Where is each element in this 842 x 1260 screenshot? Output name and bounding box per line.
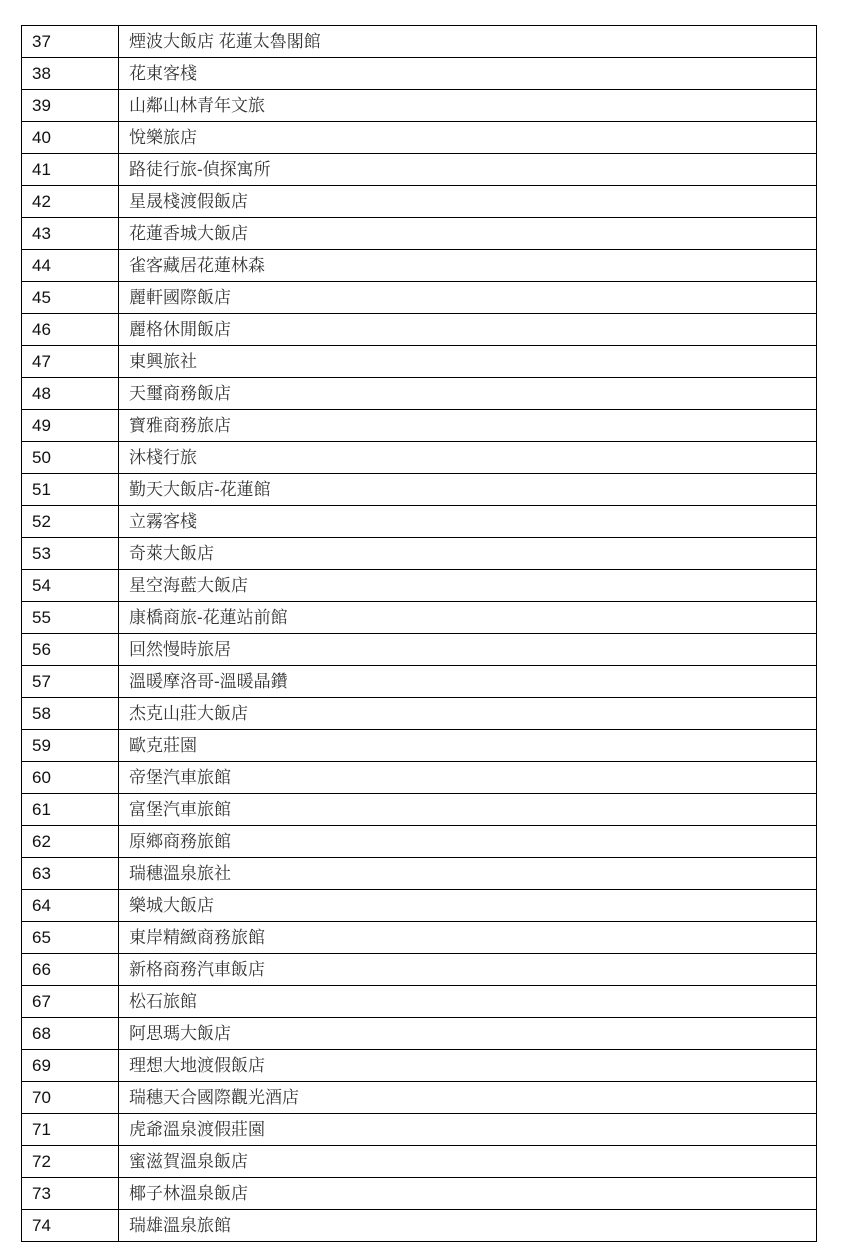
hotel-name: 富堡汽車旅館: [119, 794, 817, 826]
table-row: [22, 922, 817, 954]
table-row: [22, 250, 817, 282]
row-number: 71: [22, 1114, 119, 1146]
hotel-name: 杰克山莊大飯店: [119, 698, 817, 730]
row-number: 62: [22, 826, 119, 858]
row-number: 51: [22, 474, 119, 506]
hotel-name: 新格商務汽車飯店: [119, 954, 817, 986]
table-row: [22, 730, 817, 762]
hotel-name: 沐棧行旅: [119, 442, 817, 474]
row-number: 63: [22, 858, 119, 890]
row-number: 38: [22, 58, 119, 90]
table-row: [22, 666, 817, 698]
hotel-name: 天璽商務飯店: [119, 378, 817, 410]
row-number: 65: [22, 922, 119, 954]
table-row: [22, 90, 817, 122]
hotel-name: 康橋商旅-花蓮站前館: [119, 602, 817, 634]
row-number: 50: [22, 442, 119, 474]
table-row: [22, 794, 817, 826]
row-number: 64: [22, 890, 119, 922]
table-row: [22, 58, 817, 90]
hotel-name: 蜜滋賀溫泉飯店: [119, 1146, 817, 1178]
table-row: [22, 186, 817, 218]
row-number: 60: [22, 762, 119, 794]
row-number: 40: [22, 122, 119, 154]
hotel-name: 悅樂旅店: [119, 122, 817, 154]
row-number: 69: [22, 1050, 119, 1082]
hotel-name: 雀客藏居花蓮林森: [119, 250, 817, 282]
table-row: [22, 1146, 817, 1178]
row-number: 42: [22, 186, 119, 218]
table-row: [22, 986, 817, 1018]
table-row: [22, 858, 817, 890]
row-number: 55: [22, 602, 119, 634]
hotel-name: 花蓮香城大飯店: [119, 218, 817, 250]
row-number: 37: [22, 26, 119, 58]
hotel-name: 歐克莊園: [119, 730, 817, 762]
row-number: 68: [22, 1018, 119, 1050]
row-number: 41: [22, 154, 119, 186]
row-number: 43: [22, 218, 119, 250]
hotel-name: 椰子林溫泉飯店: [119, 1178, 817, 1210]
row-number: 46: [22, 314, 119, 346]
row-number: 73: [22, 1178, 119, 1210]
row-number: 72: [22, 1146, 119, 1178]
table-row: [22, 1210, 817, 1242]
table-row: [22, 26, 817, 58]
hotel-table-body: [22, 26, 817, 1242]
table-row: [22, 826, 817, 858]
row-number: 59: [22, 730, 119, 762]
table-row: [22, 1178, 817, 1210]
table-row: [22, 1082, 817, 1114]
hotel-name: 奇萊大飯店: [119, 538, 817, 570]
table-row: [22, 570, 817, 602]
table-row: [22, 218, 817, 250]
hotel-name: 煙波大飯店 花蓮太魯閣館: [119, 26, 817, 58]
hotel-name: 理想大地渡假飯店: [119, 1050, 817, 1082]
row-number: 67: [22, 986, 119, 1018]
hotel-name: 瑞穗溫泉旅社: [119, 858, 817, 890]
hotel-name: 山鄰山林青年文旅: [119, 90, 817, 122]
row-number: 57: [22, 666, 119, 698]
row-number: 47: [22, 346, 119, 378]
hotel-name: 東興旅社: [119, 346, 817, 378]
row-number: 58: [22, 698, 119, 730]
hotel-name: 立霧客棧: [119, 506, 817, 538]
hotel-name: 帝堡汽車旅館: [119, 762, 817, 794]
hotel-name: 溫暖摩洛哥-溫暖晶鑽: [119, 666, 817, 698]
hotel-name: 星空海藍大飯店: [119, 570, 817, 602]
table-row: [22, 698, 817, 730]
table-row: [22, 506, 817, 538]
table-row: [22, 378, 817, 410]
row-number: 52: [22, 506, 119, 538]
hotel-name: 瑞雄溫泉旅館: [119, 1210, 817, 1242]
hotel-name: 勤天大飯店-花蓮館: [119, 474, 817, 506]
row-number: 70: [22, 1082, 119, 1114]
row-number: 61: [22, 794, 119, 826]
hotel-name: 麗軒國際飯店: [119, 282, 817, 314]
table-row: [22, 1018, 817, 1050]
hotel-name: 花東客棧: [119, 58, 817, 90]
table-row: [22, 890, 817, 922]
table-row: [22, 346, 817, 378]
row-number: 54: [22, 570, 119, 602]
row-number: 66: [22, 954, 119, 986]
row-number: 39: [22, 90, 119, 122]
row-number: 53: [22, 538, 119, 570]
hotel-name: 原鄉商務旅館: [119, 826, 817, 858]
table-row: [22, 634, 817, 666]
table-row: [22, 602, 817, 634]
hotel-name: 麗格休閒飯店: [119, 314, 817, 346]
row-number: 49: [22, 410, 119, 442]
row-number: 48: [22, 378, 119, 410]
hotel-name: 阿思瑪大飯店: [119, 1018, 817, 1050]
table-row: [22, 122, 817, 154]
table-row: [22, 442, 817, 474]
table-row: [22, 1114, 817, 1146]
hotel-name: 瑞穗天合國際觀光酒店: [119, 1082, 817, 1114]
row-number: 45: [22, 282, 119, 314]
hotel-name: 路徒行旅-偵探寓所: [119, 154, 817, 186]
hotel-name: 虎爺溫泉渡假莊園: [119, 1114, 817, 1146]
hotel-name: 星晟棧渡假飯店: [119, 186, 817, 218]
table-row: [22, 538, 817, 570]
table-row: [22, 954, 817, 986]
table-row: [22, 154, 817, 186]
row-number: 74: [22, 1210, 119, 1242]
hotel-name: 松石旅館: [119, 986, 817, 1018]
table-row: [22, 314, 817, 346]
table-row: [22, 474, 817, 506]
row-number: 56: [22, 634, 119, 666]
hotel-table: [21, 25, 817, 1242]
hotel-name: 寶雅商務旅店: [119, 410, 817, 442]
table-row: [22, 410, 817, 442]
hotel-name: 回然慢時旅居: [119, 634, 817, 666]
table-row: [22, 1050, 817, 1082]
row-number: 44: [22, 250, 119, 282]
hotel-name: 東岸精緻商務旅館: [119, 922, 817, 954]
table-row: [22, 282, 817, 314]
hotel-name: 樂城大飯店: [119, 890, 817, 922]
table-row: [22, 762, 817, 794]
